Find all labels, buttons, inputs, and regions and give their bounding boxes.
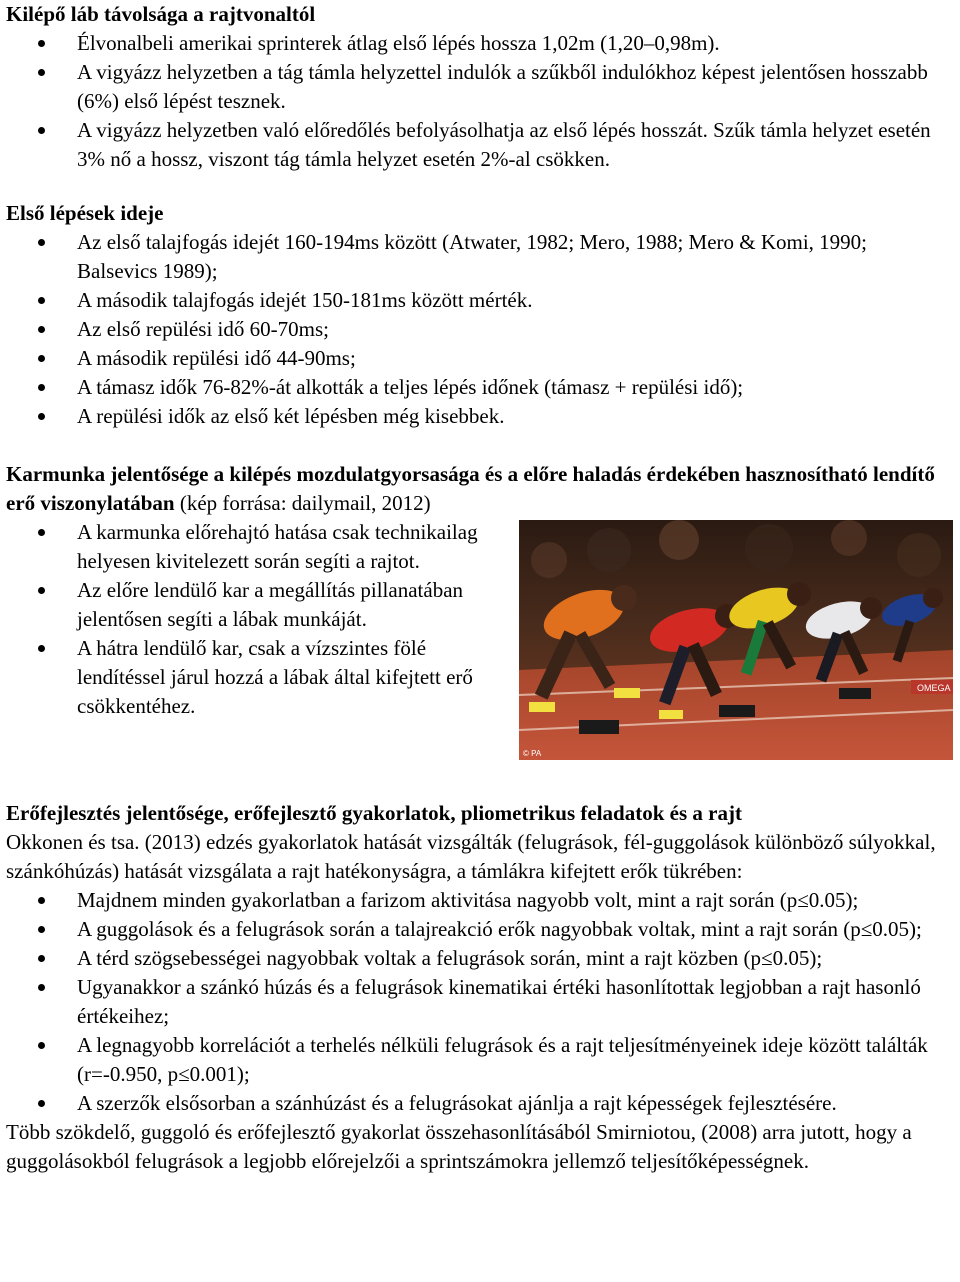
bullet-icon [38, 645, 45, 652]
bullet-icon [38, 529, 45, 536]
bullet-list [0, 228, 960, 431]
bullet-icon [38, 69, 45, 76]
intro-paragraph: Okkonen és tsa. (2013) edzés gyakorlatok hatását vizsgálták (felugrások, fél-guggolások különböző súlyokkal, szánkóhúzás) hatását vizsgálata a rajt hatékonyságra, a támlákra kifejtett erők tükrében: [6, 830, 936, 883]
bullet-icon [38, 926, 45, 933]
bullet-icon [38, 413, 45, 420]
bullet-icon [38, 587, 45, 594]
section-first-steps-time [0, 199, 960, 431]
image-source-note: (kép forrása: dailymail, 2012) [179, 491, 431, 515]
omega-brand-text: OMEGA [917, 683, 951, 693]
bullet-icon [38, 984, 45, 991]
section-heading: Erőfejlesztés jelentősége, erőfejlesztő gyakorlatok, pliometrikus feladatok és a rajt [6, 801, 742, 825]
list-item: Ugyanakkor a szánkó húzás és a felugrások kinematikai értéki hasonlítottak legjobban a rajt hasonló értékeihez; [0, 973, 960, 1031]
bullet-icon [38, 897, 45, 904]
list-item: A repülési idők az első két lépésben még kisebbek. [0, 402, 960, 431]
list-item: A támasz idők 76-82%-át alkották a teljes lépés időnek (támasz + repülési idő); [0, 373, 960, 402]
section-heading: Első lépések ideje [6, 201, 164, 225]
list-item: A hátra lendülő kar, csak a vízszintes fölé lendítéssel járul hozzá a lábak által kifejtett erő csökkentéhez. [0, 634, 497, 721]
bullet-icon [38, 384, 45, 391]
list-item: A szerzők elsősorban a szánhúzást és a felugrásokat ajánlja a rajt képességek fejlesztésére. [0, 1089, 960, 1118]
bullet-list [0, 29, 960, 174]
bullet-icon [38, 1042, 45, 1049]
list-item: Az első talajfogás idejét 160-194ms között (Atwater, 1982; Mero, 1988; Mero & Komi, 1990; Balsevics 1989); [0, 228, 960, 286]
bullet-icon [38, 1100, 45, 1107]
list-item: Az első repülési idő 60-70ms; [0, 315, 960, 344]
bullet-icon [38, 40, 45, 47]
photo-credit: © PA [523, 749, 542, 758]
section-step-distance [0, 0, 960, 174]
list-item: A második talajfogás idejét 150-181ms között mérték. [0, 286, 960, 315]
list-item: A vigyázz helyzetben a tág támla helyzettel indulók a szűkből indulókhoz képest jelentősen hosszabb (6%) első lépést tesznek. [0, 58, 960, 116]
list-item: Az előre lendülő kar a megállítás pillanatában jelentősen segíti a lábak munkáját. [0, 576, 497, 634]
list-item: A vigyázz helyzetben való előredőlés befolyásolhatja az első lépés hosszát. Szűk támla helyzet esetén 3% nő a hossz, viszont tág támla helyzet esetén 2%-al csökken. [0, 116, 960, 174]
list-item: A legnagyobb korrelációt a terhelés nélküli felugrások és a rajt teljesítményeinek ideje között találták (r=-0.950, p≤0.001); [0, 1031, 960, 1089]
section-strength-training [0, 799, 960, 1176]
list-item: Majdnem minden gyakorlatban a farizom aktivitása nagyobb volt, mint a rajt során (p≤0.05); [0, 886, 960, 915]
list-item: A guggolások és a felugrások során a talajreakció erők nagyobbak voltak, mint a rajt során (p≤0.05); [0, 915, 960, 944]
list-item: A második repülési idő 44-90ms; [0, 344, 960, 373]
sprinters-start-photo [519, 520, 953, 760]
section-heading: Karmunka jelentősége a kilépés mozdulatgyorsasága és a előre haladás érdekében hasznosítható lendítő erő viszonylatában (kép forrása: dailymail, 2012) [6, 462, 935, 515]
bullet-icon [38, 239, 45, 246]
list-item: Élvonalbeli amerikai sprinterek átlag első lépés hossza 1,02m (1,20–0,98m). [0, 29, 960, 58]
bullet-icon [38, 355, 45, 362]
section-heading: Kilépő láb távolsága a rajtvonaltól [6, 2, 316, 26]
bullet-icon [38, 326, 45, 333]
bullet-icon [38, 955, 45, 962]
bullet-icon [38, 297, 45, 304]
bullet-icon [38, 127, 45, 134]
list-item: A karmunka előrehajtó hatása csak technikailag helyesen kivitelezett során segíti a rajtot. [0, 518, 497, 576]
list-item: A térd szögsebességei nagyobbak voltak a felugrások során, mint a rajt közben (p≤0.05); [0, 944, 960, 973]
closing-paragraph: Több szökdelő, guggoló és erőfejlesztő gyakorlat összehasonlításából Smirniotou, (2008) arra jutott, hogy a guggolásokból felugrások a legjobb előrejelzői a sprintszámokra jellemző teljesítőképességnek. [6, 1120, 912, 1173]
bullet-list [0, 886, 960, 1118]
